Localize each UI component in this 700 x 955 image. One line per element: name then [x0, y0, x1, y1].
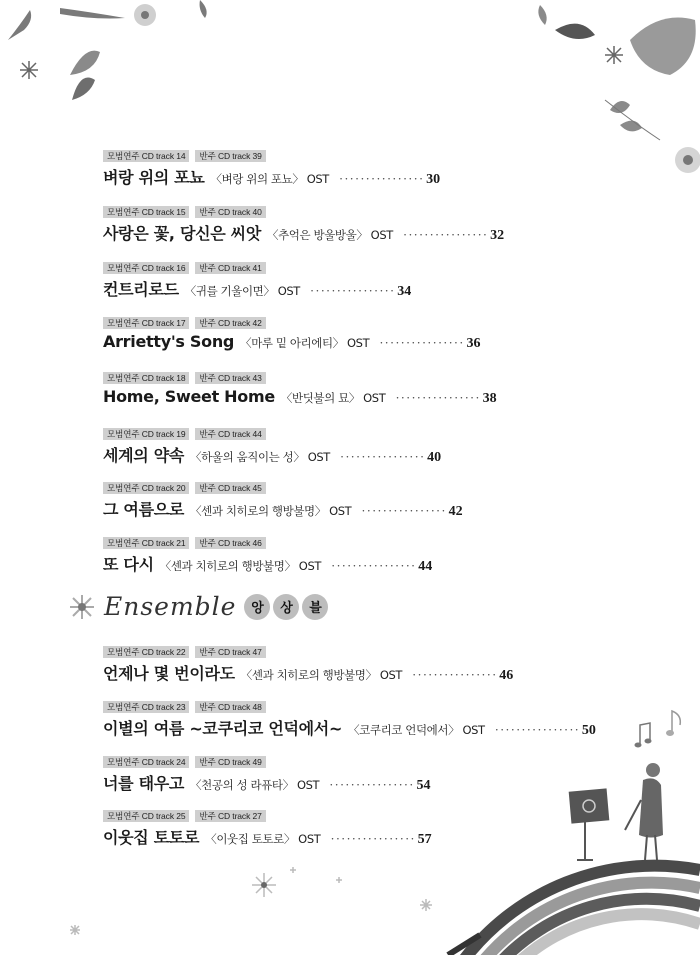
model-track-tag: 모범연주 CD track 20	[103, 482, 189, 494]
song-title: 세계의 약속	[103, 446, 185, 465]
ensemble-section-header	[68, 592, 328, 621]
accomp-track-tag: 반주 CD track 47	[195, 646, 265, 658]
section-title-english: Ensemble	[104, 592, 237, 621]
song-source: 〈반딧불의 묘〉 OST	[280, 391, 386, 405]
leader-dots: ················	[494, 722, 580, 737]
leader-dots: ················	[412, 667, 498, 682]
accomp-track-tag: 반주 CD track 40	[195, 206, 265, 218]
song-source: 〈코쿠리코 언덕에서〉 OST	[348, 723, 485, 737]
accomp-track-tag: 반주 CD track 49	[195, 756, 265, 768]
song-source: 〈천공의 성 라퓨타〉 OST	[190, 778, 320, 792]
page-number: 42	[448, 504, 463, 519]
page-number: 40	[427, 450, 442, 465]
accomp-track-tag: 반주 CD track 41	[195, 262, 265, 274]
toc-entry[interactable]	[103, 372, 497, 407]
toc-entry[interactable]	[103, 646, 513, 684]
song-source: 〈귀를 기울이면〉 OST	[184, 284, 300, 298]
song-title: 또 다시	[103, 555, 154, 574]
leader-dots: ················	[309, 283, 396, 298]
model-track-tag: 모범연주 CD track 21	[103, 537, 189, 549]
toc-entry[interactable]	[103, 810, 432, 848]
korean-char-bubble: 블	[302, 594, 328, 620]
song-source: 〈센과 치히로의 행방불명〉 OST	[159, 559, 321, 573]
model-track-tag: 모범연주 CD track 16	[103, 262, 189, 274]
model-track-tag: 모범연주 CD track 22	[103, 646, 189, 658]
leader-dots: ················	[329, 777, 415, 792]
page-number: 46	[499, 668, 514, 683]
toc-entry[interactable]	[103, 428, 441, 466]
toc-entry[interactable]	[103, 537, 432, 575]
decor-top-right-foliage	[510, 0, 700, 190]
leader-dots: ················	[330, 558, 417, 573]
song-source: 〈이웃집 토토로〉 OST	[205, 832, 321, 846]
model-track-tag: 모범연주 CD track 24	[103, 756, 189, 768]
music-notes-icon	[630, 705, 690, 755]
page-number: 34	[397, 284, 412, 299]
toc-entry[interactable]	[103, 482, 463, 520]
toc-entry[interactable]	[103, 150, 440, 188]
page-number: 54	[416, 778, 431, 793]
song-source: 〈센과 치히로의 행방불명〉 OST	[190, 504, 352, 518]
model-track-tag: 모범연주 CD track 23	[103, 701, 189, 713]
decor-top-left-foliage	[0, 0, 230, 110]
leader-dots: ················	[361, 503, 447, 518]
accomp-track-tag: 반주 CD track 43	[195, 372, 265, 384]
page-number: 36	[466, 336, 481, 351]
leader-dots: ················	[330, 831, 416, 846]
model-track-tag: 모범연주 CD track 14	[103, 150, 189, 162]
accomp-track-tag: 반주 CD track 48	[195, 701, 265, 713]
song-title: 언제나 몇 번이라도	[103, 664, 235, 683]
song-title: 벼랑 위의 포뇨	[103, 168, 205, 187]
model-track-tag: 모범연주 CD track 25	[103, 810, 189, 822]
model-track-tag: 모범연주 CD track 18	[103, 372, 189, 384]
toc-entry[interactable]	[103, 756, 430, 794]
korean-char-bubble: 상	[273, 594, 299, 620]
accomp-track-tag: 반주 CD track 46	[195, 537, 265, 549]
korean-char-bubble: 앙	[244, 594, 270, 620]
song-title: 이별의 여름 ~코쿠리코 언덕에서~	[103, 719, 343, 738]
song-source: 〈마루 밑 아리에티〉 OST	[240, 336, 370, 350]
song-title: 사랑은 꽃, 당신은 씨앗	[103, 224, 261, 243]
song-title: Arrietty's Song	[103, 332, 235, 351]
leader-dots: ················	[402, 227, 489, 242]
page-number: 44	[418, 559, 433, 574]
model-track-tag: 모범연주 CD track 15	[103, 206, 189, 218]
model-track-tag: 모범연주 CD track 19	[103, 428, 189, 440]
song-source: 〈하울의 움직이는 성〉 OST	[190, 450, 330, 464]
page-number: 38	[482, 391, 497, 406]
accomp-track-tag: 반주 CD track 27	[195, 810, 265, 822]
page-number: 32	[490, 228, 505, 243]
song-source: 〈벼랑 위의 포뇨〉 OST	[210, 172, 329, 186]
song-title: 이웃집 토토로	[103, 828, 200, 847]
leader-dots: ················	[339, 449, 426, 464]
toc-entry[interactable]	[103, 262, 411, 300]
leader-dots: ················	[395, 390, 481, 405]
page-number: 50	[581, 723, 596, 738]
leader-dots: ················	[338, 171, 425, 186]
leader-dots: ················	[379, 335, 465, 350]
accomp-track-tag: 반주 CD track 45	[195, 482, 265, 494]
accomp-track-tag: 반주 CD track 44	[195, 428, 265, 440]
page-number: 57	[417, 832, 432, 847]
song-title: 컨트리로드	[103, 280, 179, 299]
toc-entry[interactable]	[103, 701, 596, 739]
song-title: 너를 태우고	[103, 774, 185, 793]
toc-entry[interactable]	[103, 317, 480, 352]
page-number: 30	[426, 172, 441, 187]
song-source: 〈추억은 방울방울〉 OST	[267, 228, 393, 242]
toc-entry[interactable]	[103, 206, 504, 244]
rainbow-globe-illustration	[440, 830, 700, 955]
song-title: Home, Sweet Home	[103, 387, 275, 406]
flower-icon	[68, 593, 96, 621]
accomp-track-tag: 반주 CD track 39	[195, 150, 265, 162]
song-source: 〈센과 치히로의 행방불명〉 OST	[240, 668, 403, 682]
decor-bottom-flowers	[40, 860, 460, 955]
section-title-korean	[244, 594, 328, 620]
song-title: 그 여름으로	[103, 500, 185, 519]
accomp-track-tag: 반주 CD track 42	[195, 317, 265, 329]
model-track-tag: 모범연주 CD track 17	[103, 317, 189, 329]
